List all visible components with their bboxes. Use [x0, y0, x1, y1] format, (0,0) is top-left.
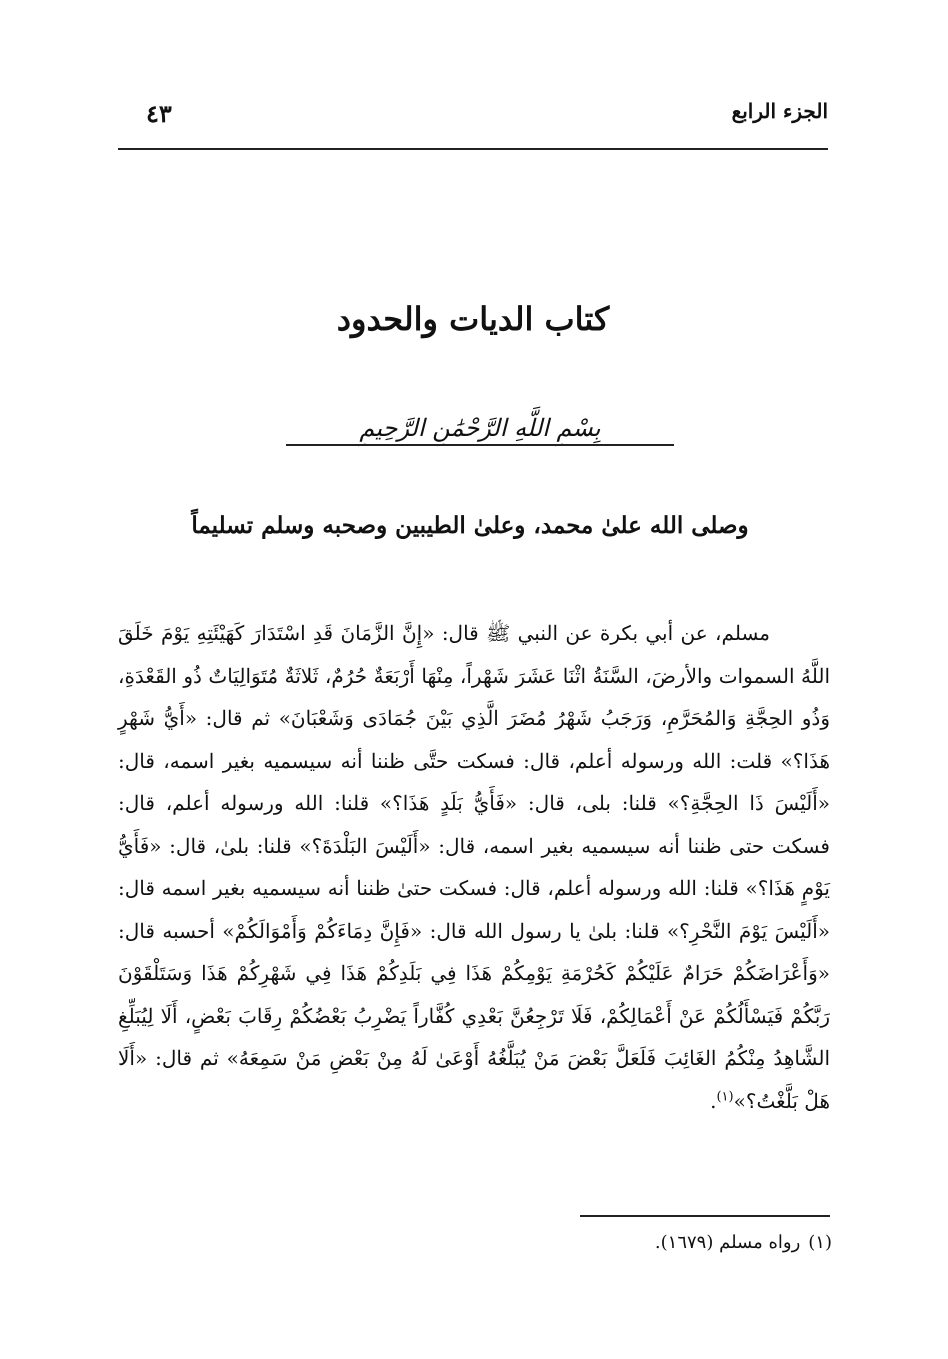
footnote-reference[interactable]: (١)	[716, 1088, 734, 1104]
blessing-line: وصلى الله علىٰ محمد، وعلىٰ الطيبين وصحبه وسلم تسليماً	[191, 512, 749, 539]
footnote	[520, 1232, 832, 1253]
footnote-marker: (١)	[808, 1232, 832, 1253]
hadith-end-punct: .	[710, 1088, 717, 1113]
footnote-rule	[580, 1215, 830, 1217]
basmala-stroke	[286, 444, 674, 446]
basmala-text: بِسْمِ اللَّهِ الرَّحْمَٰنِ الرَّحِيمِ	[359, 414, 601, 442]
hadith-text: مسلم، عن أبي بكرة عن النبي ﷺ قال: «إِنَّ الزَّمَانَ قَدِ اسْتَدَارَ كَهَيْئَتِهِ يَوْمَ خَلَقَ اللَّهُ السموات والأرضَ، السَّنَةُ اثْنَا عَشَرَ شَهْراً، مِنْهَا أَرْبَعَةٌ حُرُمٌ، ثَلاثَةٌ مُتَوَالِيَاتٌ ذُو القَعْدَةِ، وَذُو الحِجَّةِ وَالمُحَرَّمِ، وَرَجَبُ شَهْرُ مُضَرَ الَّذِي بَيْنَ جُمَادَى وَشَعْبَانَ» ثم قال: «أَيُّ شَهْرٍ هَذَا؟» قلت: الله ورسوله أعلم، قال: فسكت حتَّى ظننا أنه سيسميه بغير اسمه، قال: «أَلَيْسَ ذَا الحِجَّةِ؟» قلنا: بلى، قال: «فَأَيُّ بَلَدٍ هَذَا؟» قلنا: الله ورسوله أعلم، قال: فسكت حتى ظننا أنه سيسميه بغير اسمه، قال: «أَلَيْسَ البَلْدَةَ؟» قلنا: بلىٰ، قال: «فَأَيُّ يَوْمٍ هَذَا؟» قلنا: الله ورسوله أعلم، قال: فسكت حتىٰ ظننا أنه سيسميه بغير اسمه قال: «أَلَيْسَ يَوْمَ النَّحْرِ؟» قلنا: بلىٰ يا رسول الله قال: «فَإِنَّ دِمَاءَكُمْ وَأَمْوَالَكُمْ» أحسبه قال: «وَأَعْرَاضَكُمْ حَرَامٌ عَلَيْكُمْ كَحُرْمَةِ يَوْمِكُمْ هَذَا فِي بَلَدِكُمْ هَذَا فِي شَهْرِكُمْ هَذَا وَسَتَلْقَوْنَ رَبَّكُمْ فَيَسْأَلُكُمْ عَنْ أَعْمَالِكُمْ، فَلَا تَرْجِعُنَّ بَعْدِي كُفَّاراً يَضْرِبُ بَعْضُكُمْ رِقَابَ بَعْضٍ، أَلَا لِيُبَلِّغِ الشَّاهِدُ مِنْكُمُ الغَائِبَ فَلَعَلَّ بَعْضَ مَنْ يُبَلَّغُهُ أَوْعَىٰ لَهُ مِنْ بَعْضِ مَنْ سَمِعَهُ» ثم قال: «أَلَا هَلْ بَلَّغْتُ؟»	[118, 621, 831, 1113]
basmala-calligraphy	[280, 408, 680, 458]
chapter-title: كتاب الديات والحدود	[336, 300, 610, 338]
running-header	[118, 95, 828, 135]
header-rule	[118, 148, 828, 150]
footnote-text: رواه مسلم (١٦٧٩).	[654, 1232, 801, 1253]
section-title: الجزء الرابع	[731, 99, 828, 123]
hadith-paragraph	[118, 612, 830, 1122]
page-number: ٤٣	[146, 99, 172, 128]
